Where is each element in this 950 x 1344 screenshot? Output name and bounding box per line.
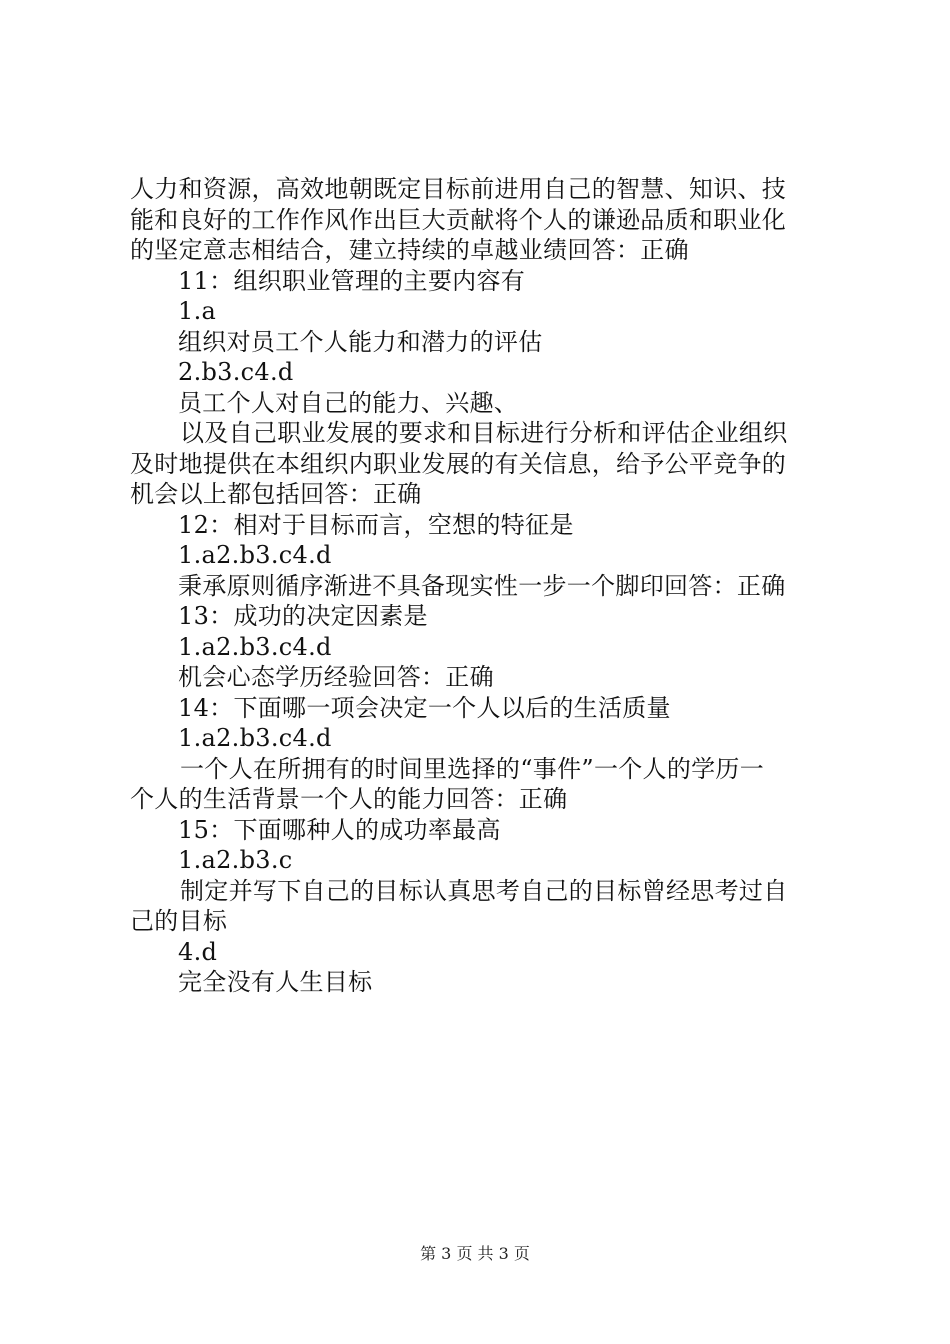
text-line: 个人的生活背景一个人的能力回答：正确 (130, 785, 568, 813)
text-line: 的坚定意志相结合，建立持续的卓越业绩回答：正确 (130, 236, 689, 264)
option-line: 1.a2.b3.c (178, 846, 293, 874)
option-text: 员工个人对自己的能力、兴趣、 (178, 388, 519, 417)
option-text: 完全没有人生目标 (178, 968, 373, 996)
text-line: 己的目标 (130, 907, 228, 935)
page-footer: 第 3 页 共 3 页 (420, 1244, 530, 1263)
option-line: 1.a2.b3.c4.d (178, 632, 332, 661)
question-11: 11：组织职业管理的主要内容有 (178, 266, 526, 295)
text-line: 及时地提供在本组织内职业发展的有关信息，给予公平竞争的 (130, 449, 787, 478)
question-14: 14：下面哪一项会决定一个人以后的生活质量 (178, 693, 671, 722)
option-line: 2.b3.c4.d (178, 358, 294, 386)
option-line: 1.a2.b3.c4.d (178, 541, 332, 569)
option-line: 1.a (178, 297, 217, 325)
option-text: 以及自己职业发展的要求和目标进行分析和评估企业组织 (180, 419, 788, 447)
option-text: 机会心态学历经验回答：正确 (178, 663, 494, 691)
option-line: 1.a2.b3.c4.d (178, 724, 332, 752)
text-line: 机会以上都包括回答：正确 (130, 480, 422, 508)
document-body (130, 174, 830, 998)
text-line: 人力和资源，高效地朝既定目标前进用自己的智慧、知识、技 (130, 175, 787, 203)
question-13: 13：成功的决定因素是 (178, 602, 428, 630)
option-text: 一个人在所拥有的时间里选择的“事件”一个人的学历一 (180, 754, 765, 783)
question-12: 12：相对于目标而言，空想的特征是 (178, 510, 574, 539)
text-line: 能和良好的工作作风作出巨大贡献将个人的谦逊品质和职业化 (130, 205, 787, 234)
option-text: 组织对员工个人能力和潜力的评估 (178, 327, 543, 356)
question-15: 15：下面哪种人的成功率最高 (178, 815, 501, 844)
option-line: 4.d (178, 937, 218, 966)
option-text: 秉承原则循序渐进不具备现实性一步一个脚印回答：正确 (178, 571, 786, 600)
option-text: 制定并写下自己的目标认真思考自己的目标曾经思考过自 (180, 876, 788, 905)
